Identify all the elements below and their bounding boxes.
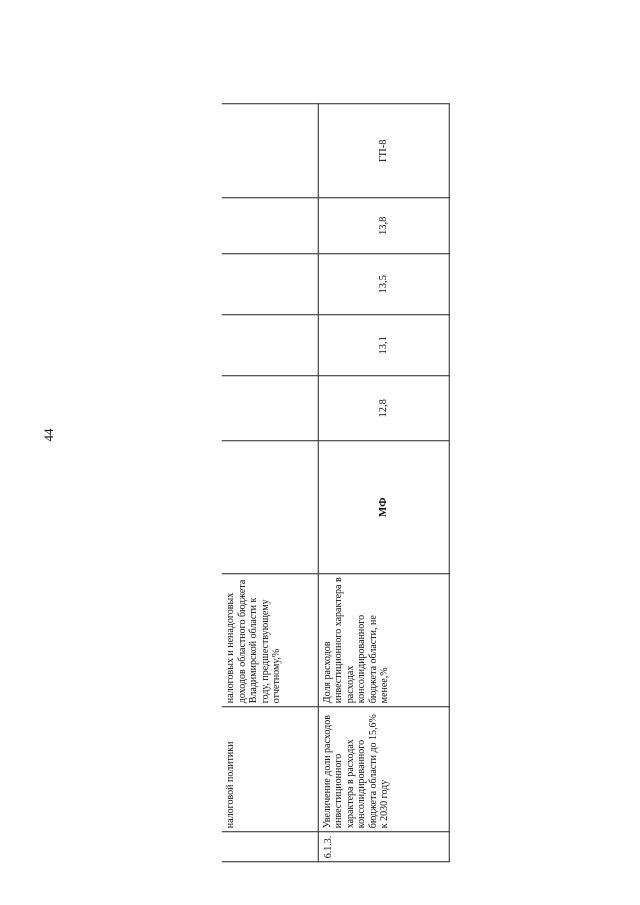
table-row [221, 103, 317, 861]
indicator-cell: Доля расходов инвестиционного характера в расходах консолидированного бюджета области, не менее,% [317, 573, 448, 706]
value-cell [221, 197, 317, 253]
indicator-cell: налоговых и ненадоговых доходов областного бюджета Владимирской области к году, предшествующему отчетному,% [221, 573, 317, 706]
program-cell [221, 103, 317, 197]
value-cell: 13,5 [317, 253, 448, 314]
value-cell: 13,1 [317, 314, 448, 375]
code-cell [221, 831, 317, 861]
executor-cell [221, 440, 317, 573]
value-cell [221, 375, 317, 440]
value-cell [221, 253, 317, 314]
goal-cell: налоговой политики [221, 706, 317, 831]
program-cell: ГП-8 [317, 103, 448, 197]
value-cell: 12,8 [317, 375, 448, 440]
page-number: 44 [41, 428, 56, 442]
value-cell: 13,8 [317, 197, 448, 253]
value-cell [221, 314, 317, 375]
table-row [317, 103, 448, 861]
goal-cell: Увеличение доли расходов инвестиционного характера в расходах консолидированного бюджета области до 15,6% к 2030 году [317, 706, 448, 831]
indicator-table [221, 103, 449, 862]
code-cell: 6.1.3. [317, 831, 448, 861]
executor-cell: МФ [317, 440, 448, 573]
